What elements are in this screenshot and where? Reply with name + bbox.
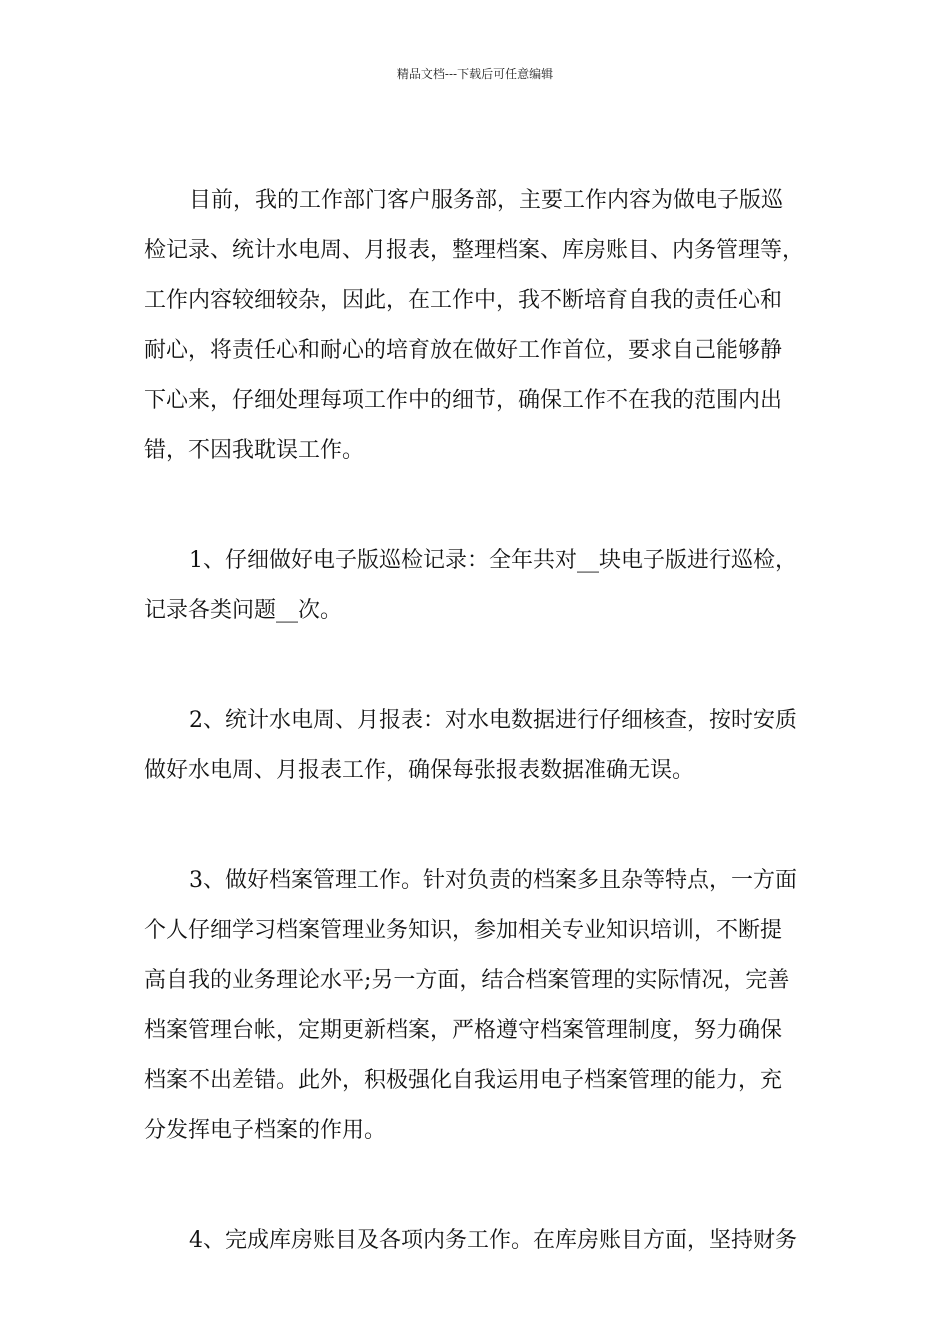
- paragraph-item-4: [144, 1216, 824, 1266]
- text-line: 3、做好档案管理工作。针对负责的档案多且杂等特点，一方面: [189, 868, 797, 893]
- text-line: 耐心，将责任心和耐心的培育放在做好工作首位，要求自己能够静: [144, 338, 783, 363]
- paragraph-intro: [144, 176, 824, 476]
- page-header: 精品文档---下载后可任意编辑: [396, 67, 554, 81]
- text-line: 检记录、统计水电周、月报表，整理档案、库房账目、内务管理等，: [144, 238, 805, 263]
- text-line: 高自我的业务理论水平;另一方面，结合档案管理的实际情况，完善: [144, 968, 790, 993]
- text-line: 分发挥电子档案的作用。: [144, 1118, 387, 1143]
- document-body: [144, 176, 824, 1266]
- text-line: 工作内容较细较杂，因此，在工作中，我不断培育自我的责任心和: [144, 288, 783, 313]
- text-line: 错，不因我耽误工作。: [144, 438, 365, 463]
- text-line: 个人仔细学习档案管理业务知识，参加相关专业知识培训，不断提: [144, 918, 783, 943]
- text-line: 目前，我的工作部门客户服务部，主要工作内容为做电子版巡: [189, 188, 784, 213]
- text-line: 2、统计水电周、月报表：对水电数据进行仔细核查，按时安质: [189, 708, 797, 733]
- text-line: 档案不出差错。此外，积极强化自我运用电子档案管理的能力，充: [144, 1068, 783, 1093]
- text-line: 档案管理台帐，定期更新档案，严格遵守档案管理制度，努力确保: [144, 1018, 783, 1043]
- text-line: 1、仔细做好电子版巡检记录：全年共对__块电子版进行巡检，: [189, 548, 797, 573]
- paragraph-item-2: [144, 696, 824, 796]
- text-line: 记录各类问题__次。: [144, 598, 343, 623]
- text-line: 下心来，仔细处理每项工作中的细节，确保工作不在我的范围内出: [144, 388, 783, 413]
- paragraph-item-1: [144, 536, 824, 636]
- paragraph-item-3: [144, 856, 824, 1156]
- text-line: 做好水电周、月报表工作，确保每张报表数据准确无误。: [144, 758, 695, 783]
- text-line: 4、完成库房账目及各项内务工作。在库房账目方面，坚持财务: [189, 1228, 797, 1253]
